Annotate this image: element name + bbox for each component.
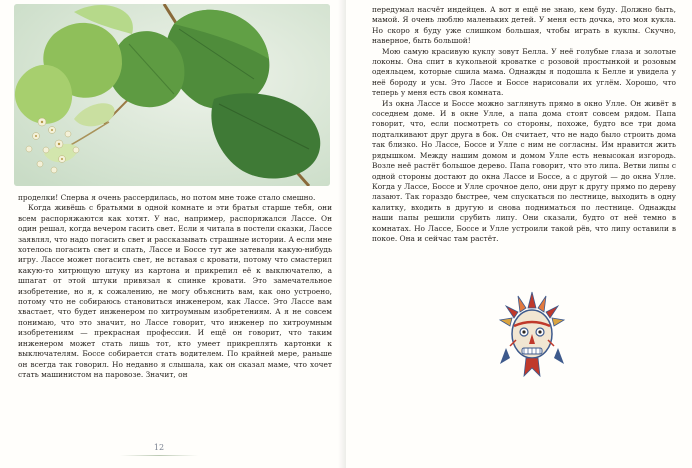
right-page-text xyxy=(372,5,676,244)
left-page-text xyxy=(18,193,332,380)
mask-icon xyxy=(496,288,568,380)
page-number: 12 xyxy=(153,443,165,452)
linden-branch-drawing xyxy=(14,4,330,186)
folio-ornament-line xyxy=(120,455,198,456)
paragraph: Мою самую красивую куклу зовут Белла. У неё голубые глаза и золотые локоны. Она спит в кукольной кроватке с розовой простынкой и розовым одеяльцем, которые сшила мама. Однажды я подошла к Белле и увидела у неё бороду и усы. Это Лассе и Боссе нарисовали их углём. Хорошо, что теперь у меня есть своя комната. xyxy=(372,46,676,98)
paragraph: передумал насчёт индейцев. А вот я ещё не знаю, кем буду. Должно быть, мамой. Я очень люблю маленьких детей. У меня есть дочка, это моя кукла. Но скоро я буду уже слишком большая, чтобы играть в куклы. Скучно, наверное, быть большой! xyxy=(372,5,676,46)
linden-branch-illustration xyxy=(14,4,330,186)
right-page xyxy=(346,0,692,468)
paragraph: проделки! Сперва я очень рассердилась, но потом мне тоже стало смешно. xyxy=(18,193,316,202)
paragraph: Из окна Лассе и Боссе можно заглянуть прямо в окно Улле. Он живёт в соседнем доме. И в окне Улле, а папа дома стоят совсем рядом. Папа говорит, что, если посмотреть со стороны, похоже, будто все три дома подталкивают друг друга в бок. Он считает, что не надо было строить дома так близко. Но Лассе, Боссе и Улле с ним не согласны. Им нравится жить рядышком. Между нашим домом и домом Улле есть невысокая изгородь. Возле неё растёт большое дерево. Папа говорит, что это липа. Ветви липы с одной стороны достают до окна Лассе и Боссе, а с другой — до окна Улле. Когда у Лассе, Боссе и Улле срочное дело, они друг к другу прямо по дереву лазают. Так гораздо быстрее, чем спускаться по лестнице, выходить в одну калитку, входить в другую и снова подниматься по лестнице. Однажды наши папы решили срубить липу. Они сказали, будто от неё темно в комнатах. Но Лассе, Боссе и Улле устроили такой рёв, что липу оставили в покое. Она и сейчас там растёт. xyxy=(372,98,676,243)
tribal-mask-illustration xyxy=(496,288,568,380)
paragraph: Когда живёшь с братьями в одной комнате и эти братья старше тебя, они всем распоряжаются как хотят. У нас, например, распоряжался Лассе. Он один решал, когда вечером гасить свет. Если я читала в постели сказки, Лассе заявлял, что надо погасить свет и рассказывать страшные истории. А если мне хотелось погасить свет и спать, Лассе и Боссе тут же затевали какую-нибудь игру. Лассе может погасить свет, не вставая с кровати, потому что смастерил какую-то хитрющую штуку из картона и прикрепил её к выключателю, а шпагат от этой штуки привязал к спинке кровати. Это замечательное изобретение, но я, к сожалению, не могу объяснить вам, как оно устроено, потому что не собираюсь становиться инженером, как Лассе. Это Лассе вам хвастает, что будет инженером по хитроумным изобретениям. А я не совсем понимаю, что это значит, но Лассе говорит, что инженер по хитроумным изобретениям — прекрасная профессия. И ещё он говорит, что таким инженером может стать лишь тот, кто умеет прикреплять картонки к выключателям. Боссе собирается стать водителем. По крайней мере, раньше он всегда так говорил. Но недавно я слышала, как он сказал маме, что хочет стать машинистом на паровозе. Значит, он xyxy=(18,203,332,379)
